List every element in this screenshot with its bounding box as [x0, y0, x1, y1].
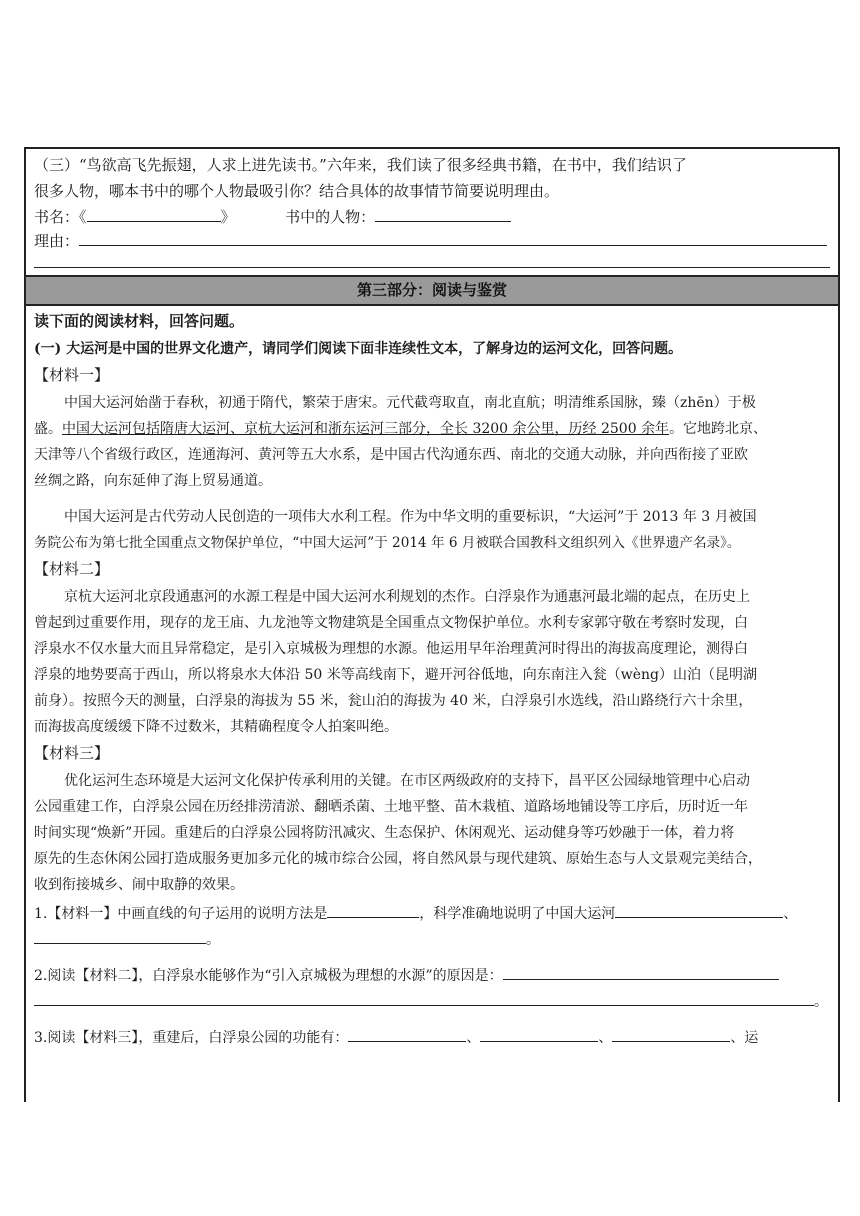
question-2-row2	[34, 989, 830, 1014]
question-1-text: ，科学准确地说明了中国大运河	[419, 906, 616, 922]
question-1-text: 1.【材料一】中画直线的句子运用的说明方法是	[34, 906, 328, 922]
material3-line1: 优化运河生态环境是大运河文化保护传承利用的关键。在市区两级政府的支持下，昌平区公园绿地管理中心启动	[64, 773, 750, 789]
reason-blank-2[interactable]	[34, 267, 830, 268]
material3-line4: 原先的生态休闲公园打造成服务更加多元化的城市综合公园，将自然风景与现代建筑、原始生态与人文景观完美结合，	[34, 851, 762, 867]
question-2-row	[34, 963, 830, 988]
book-close: 》	[220, 208, 236, 226]
material2-line5: 前身）。按照今天的测量，白浮泉的海拔为 55 米，瓮山泊的海拔为 40 米，白浮泉引水选线，沿山路绕行六十余里，	[34, 693, 753, 709]
section3-line1: （三）“鸟欲高飞先振翅，人求上进先读书。”六年来，我们读了很多经典书籍，在书中，我们结识了	[34, 156, 687, 174]
material3-heading: 【材料三】	[34, 744, 110, 762]
question-3-text: 、运	[730, 1030, 759, 1046]
q2-answer-blank-2[interactable]	[34, 989, 814, 1006]
part-title-banner	[26, 275, 838, 306]
reason-blank-1[interactable]	[79, 229, 827, 246]
question-1-row2	[34, 927, 830, 952]
question-3-text: 、	[466, 1030, 481, 1046]
question-2-text: 。	[814, 994, 828, 1010]
question-2-text: 2.阅读【材料二】，白浮泉水能够作为“引入京城极为理想的水源”的原因是：	[34, 968, 503, 984]
material1-heading: 【材料一】	[34, 366, 110, 384]
worksheet-frame	[24, 147, 840, 1102]
part-title: 第三部分：阅读与鉴赏	[356, 281, 507, 299]
q1-answer-blank-2[interactable]	[34, 927, 206, 944]
question-3-text: 、	[598, 1030, 613, 1046]
material1-text: 。它地跨北京、	[669, 421, 768, 437]
question-3-row	[34, 1025, 830, 1050]
book-answer-row	[34, 205, 830, 229]
q1-method-blank[interactable]	[327, 901, 419, 918]
material1-p1-line3: 天津等八个省级行政区，连通海河、黄河等五大水系，是中国古代沟通东西、南北的交通大动脉，并向西衔接了亚欧	[34, 447, 748, 463]
material1-p2-line2: 务院公布为第七批全国重点文物保护单位，“中国大运河”于 2014 年 6 月被联合国教科文组织列入《世界遗产名录》。	[34, 535, 741, 551]
material1-p1-line1: 中国大运河始凿于春秋，初通于隋代，繁荣于唐宋。元代截弯取直，南北直航；明清维系国脉，臻（zhēn）于极	[64, 395, 756, 411]
book-title-blank[interactable]	[87, 205, 221, 222]
reason-row	[34, 229, 830, 253]
material2-line4: 浮泉的地势要高于西山，所以将泉水大体沿 50 米等高线南下，避开河谷低地，向东南注入瓮（wèng）山泊（昆明湖	[34, 667, 757, 683]
question-3-text: 3.阅读【材料三】，重建后，白浮泉公园的功能有：	[34, 1030, 349, 1046]
material3-line3: 时间实现“焕新”开园。重建后的白浮泉公园将防汛减灾、生态保护、休闲观光、运动健身等巧妙融于一体，着力将	[34, 825, 735, 841]
material2-line3: 浮泉水不仅水量大而且异常稳定，是引入京城极为理想的水源。他运用早年治理黄河时得出的海拔高度理论，测得白	[34, 641, 748, 657]
material1-text: 盛。	[34, 421, 62, 437]
book-label: 书名：《	[34, 208, 87, 226]
material3-line2: 公园重建工作，白浮泉公园在历经排涝清淤、翻晒杀菌、土地平整、苗木栽植、道路场地铺设等工序后，历时近一年	[34, 799, 748, 815]
q1-answer-blank-1[interactable]	[615, 901, 783, 918]
material1-p1-line4: 丝绸之路，向东延伸了海上贸易通道。	[34, 473, 272, 489]
instructions: 读下面的阅读材料，回答问题。	[34, 312, 245, 330]
reason-label: 理由：	[34, 232, 80, 250]
underlined-sentence: 中国大运河包括隋唐大运河、京杭大运河和浙东运河三部分，全长 3200 余公里，历经 2500 余年	[62, 421, 670, 437]
question-1-text: 。	[206, 932, 220, 948]
material2-line6: 而海拔高度缓缓下降不过数米，其精确程度令人拍案叫绝。	[34, 719, 398, 735]
material1-p2-line1: 中国大运河是古代劳动人民创造的一项伟大水利工程。作为中华文明的重要标识，“大运河”于 2013 年 3 月被国	[64, 509, 757, 525]
material2-heading: 【材料二】	[34, 560, 110, 578]
question-1-row	[34, 901, 830, 926]
material2-line2: 曾起到过重要作用，现存的龙王庙、九龙池等文物建筑是全国重点文物保护单位。水利专家郭守敬在考察时发现，白	[34, 615, 748, 631]
material2-line1: 京杭大运河北京段通惠河的水源工程是中国大运河水利规划的杰作。白浮泉作为通惠河最北端的起点，在历史上	[64, 589, 750, 605]
question-intro: (一) 大运河是中国的世界文化遗产，请同学们阅读下面非连续性文本，了解身边的运河文化，回答问题。	[34, 341, 683, 357]
q2-answer-blank-1[interactable]	[503, 963, 779, 980]
q3-blank-3[interactable]	[612, 1025, 730, 1042]
character-label: 书中的人物：	[285, 208, 376, 226]
question-1-text: 、	[783, 906, 798, 922]
material3-line5: 收到衔接城乡、闹中取静的效果。	[34, 877, 244, 893]
q3-blank-1[interactable]	[348, 1025, 466, 1042]
q3-blank-2[interactable]	[480, 1025, 598, 1042]
character-blank[interactable]	[375, 205, 511, 222]
section3-line2: 很多人物，哪本书中的哪个人物最吸引你？结合具体的故事情节简要说明理由。	[34, 182, 560, 200]
material1-p1-line2	[34, 417, 830, 441]
